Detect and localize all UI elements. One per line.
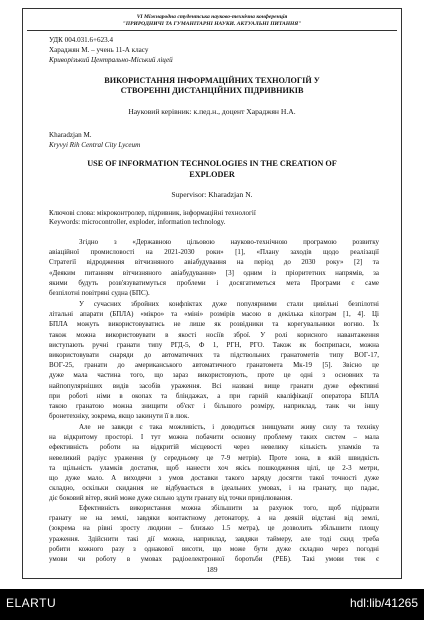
text-line: використовувати снаряди до автоматичних та підствольних гранатометів типу ВОГ-17, (49, 350, 379, 359)
affiliation-ua: Криворізький Центрально-Міський ліцей (49, 56, 173, 64)
text-line: найпопулярніших видів засобів ураження. Всі названі вище гранати дуже ефективні (49, 381, 379, 390)
text-line: гранату не на землі, завдяки контактному детонатору, а на деякій відстані від землі, (49, 514, 379, 523)
udc-code: УДК 004.031.6+623.4 (49, 36, 113, 44)
text-line: та щільність уламків достатня, щоб нанести хоч якісь пошкодження цілі, це 2-3 метри, (49, 463, 379, 472)
text-line: авіаційної промисловості на 2021-2030 роки» [1], «Плану заходів щодо реалізації (49, 248, 379, 257)
paragraph-2 (49, 299, 379, 421)
text-line: виступають ручні гранати типу РГД-5, Ф 1, РГН, РГО. Також як боєприпаси, можна (49, 340, 379, 349)
conference-name: VI Міжнародна студентська науково-технічна конференція (136, 14, 288, 20)
paragraph-3 (49, 422, 379, 504)
text-line: на відкритому просторі. І тут можна побачити основну проблему таких систем – мала (49, 433, 379, 442)
text-line: такою гранатою можна знищити об'єкт і більшого розміру, наприклад, танк чи іншу (49, 401, 379, 410)
text-line: безпілотні повітряні судна (БПС). (49, 288, 150, 297)
text-line: літальні апарати (БПЛА) «мікро» та «міні» розмірів масою в декілька кілограм [1, 4]. Ці (49, 310, 379, 319)
text-line: БПЛА можуть використовуватись не лише як розвідники та корегувальники вогню. Їх (49, 320, 379, 329)
text-line: Згідно з «Державною цільовою науково-технічною програмою розвитку (79, 238, 379, 246)
title-ua-line-1: ВИКОРИСТАННЯ ІНФОРМАЦІЙНИХ ТЕХНОЛОГІЙ У (104, 76, 320, 85)
paragraph-4 (49, 503, 379, 564)
text-line: бронетехніку, зокрема, якщо закинути її в люк. (49, 412, 190, 421)
author-ua: Хараджян М. – учень 11-А класу (49, 46, 149, 54)
header-divider (27, 30, 397, 31)
running-header (23, 14, 401, 28)
text-line: невеликий радіус ураження (у середньому це 7-9 метрів). Проте зона, в якій швидкість (49, 453, 379, 462)
keywords-ua: Ключові слова: мікроконтролер, підривник, інформаційні технології (49, 209, 256, 217)
text-line: «Деяким питанням вітчизняного авіабудування» [3] одним із пріоритетних напрямів, за (49, 268, 379, 277)
text-line: якими будуть розв'язуватимуться проблеми і досягатиметься мета Програми є саме (49, 278, 379, 287)
text-line: складно, оскільки скидання не відбувається в ідеальних умовах, і на гранату, що падає, (49, 484, 379, 493)
handle-id[interactable]: hdl:lib/41265 (349, 596, 418, 610)
text-line: робити кожного разу з однакової висоти, що може бути дуже складно через погодні (49, 544, 379, 553)
text-line: ВОГ-25, гранати до американського автоматичного гранатомета Мк-19 [5]. Звісно це (49, 361, 379, 370)
text-line: умови чи роботу в умовах радіоелектронної боротьби (РЕБ). Такі умови теж є (49, 554, 379, 563)
supervisor-ua: Науковий керівник: к.пед.н., доцент Хараджян Н.А. (128, 107, 296, 116)
text-line: також можна використовувати в якості носіїв зброї. У ролі корисного навантаження (49, 330, 379, 339)
text-line: У сучасних збройних конфліктах дуже популярними стали цивільні безпілотні (79, 300, 379, 308)
title-en-line-1: USE OF INFORMATION TECHNOLOGIES IN THE CREATION OF (87, 159, 337, 168)
title-en-line-2: EXPLODER (189, 170, 235, 179)
document-page (22, 8, 402, 579)
text-line: ефективність роботи на відкритій місцевості через невелику кількість уламків та (49, 443, 379, 452)
text-line: при роботі німи в окопах та бліндажах, а при гарній кваліфікації оператора БПЛА (49, 391, 379, 400)
repository-name[interactable]: ELARTU (6, 596, 57, 610)
supervisor-en: Supervisor: Kharadzjan N. (171, 190, 253, 199)
text-line: що дуже мало. А виходячи з умов доставки такого заряду досягти такої точності дуже (49, 473, 379, 482)
text-line: Стратегії відродження вітчизняного авіабудування на період до 2030 року» [2] та (49, 258, 379, 267)
keywords-en: Keywords: microcontroller, exploder, information technology. (49, 218, 226, 226)
text-line: ураження. Здійснити такі дії можна, наприклад, завдяки таймеру, але тоді скид треба (49, 534, 379, 543)
title-ua-line-2: СТВОРЕННІ ДИСТАНЦІЙНИХ ПІДРИВНИКІВ (120, 86, 304, 95)
repository-footer (0, 589, 424, 620)
page-number: 189 (206, 565, 218, 574)
text-line: діє боковий вітер, який може дуже сильно здути гранату від точки прицілювання. (49, 494, 293, 503)
paragraph-1 (49, 237, 379, 298)
text-line: Ефективність використання можна збільшити за рахунок того, щоб підірвати (79, 504, 379, 512)
conference-subtitle: "ПРИРОДНИЧІ ТА ГУМАНІТАРНІ НАУКИ. АКТУАЛЬНІ ПИТАННЯ" (122, 21, 302, 27)
text-line: дуже мала частина того, що зараз використовують, проте це одні з основних та (49, 371, 379, 380)
text-line: (зокрема на рівні зросту людини – близько 1.5 метра), це дозволить збільшити площу (49, 524, 379, 533)
affiliation-en: Kryvyi Rih Central City Lyceum (49, 141, 141, 149)
text-line: Але не завжди є така можливість, і доводиться знищувати живу силу та техніку (79, 423, 379, 431)
author-en: Kharadzjan M. (49, 131, 92, 139)
